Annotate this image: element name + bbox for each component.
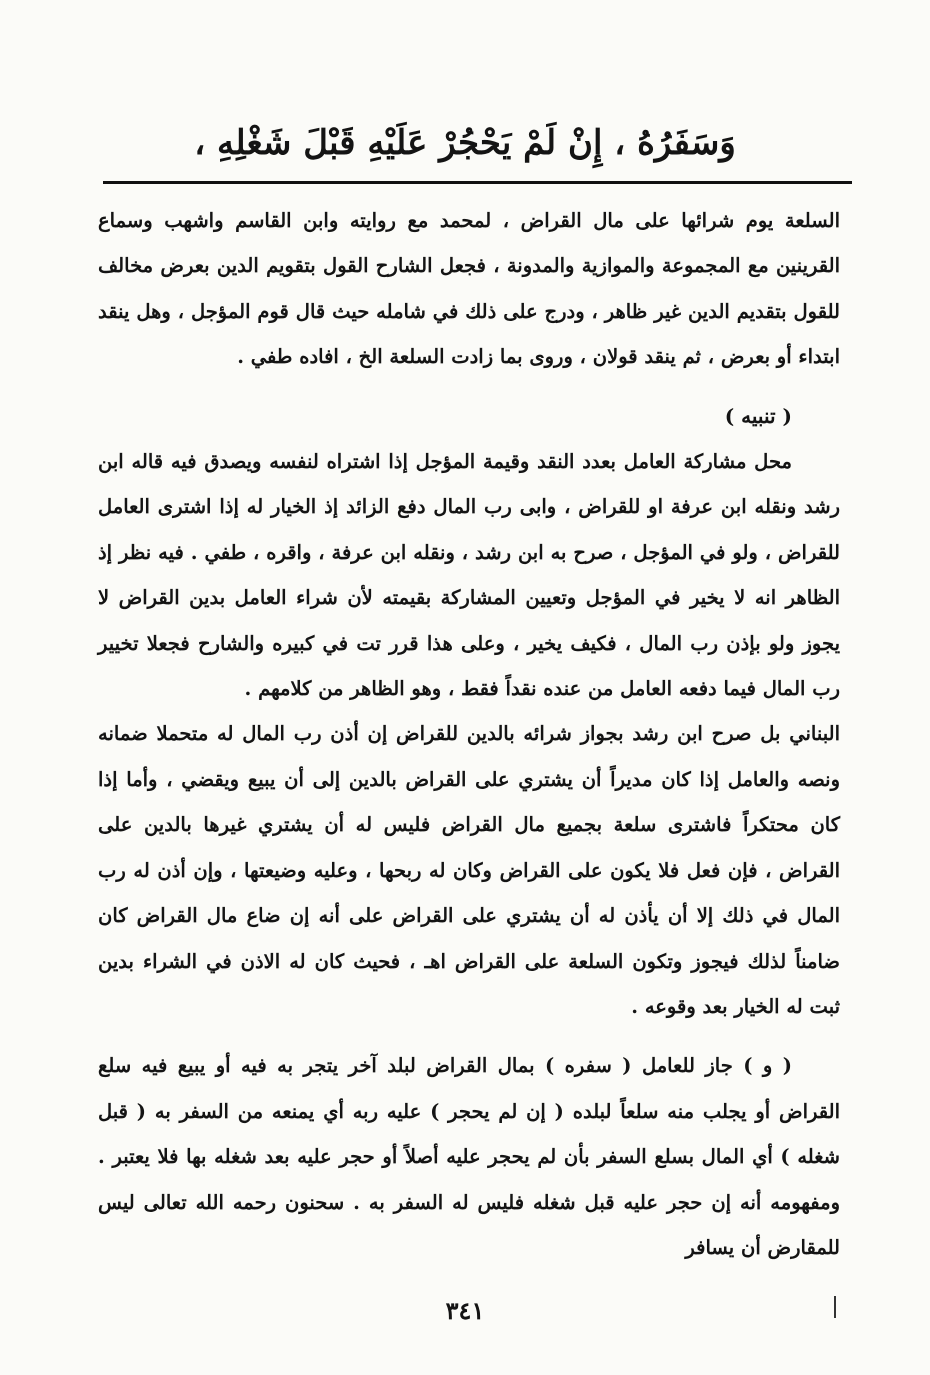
matn-quote: وَسَفَرُهُ ، إِنْ لَمْ يَحْجُرْ عَلَيْهِ قَبْلَ شَغْلِهِ ، <box>194 123 736 163</box>
separator-rule <box>103 181 852 184</box>
paragraph-1: السلعة يوم شرائها على مال القراض ، لمحمد مع روايته وابن القاسم واشهب وسماع القرينين مع المجموعة والموازية والمدونة ، فجعل الشارح القول بتقويم الدين بعرض مخالف للقول بتقديم الدين غير ظاهر ، ودرج على ذلك في شامله حيث قال قوم المؤجل ، وهل ينقد ابتداء أو بعرض ، ثم ينقد قولان ، وروى بما زادت السلعة الخ ، افاده طفي . <box>98 209 840 369</box>
paragraph-2: محل مشاركة العامل بعدد النقد وقيمة المؤجل إذا اشتراه لنفسه ويصدق فيه قاله ابن رشد ونقله ابن عرفة او للقراض ، وابى رب المال دفع الزائد إذ الخيار له إذا اشترى العامل للقراض ، ولو في المؤجل ، صرح به ابن رشد ، ونقله ابن عرفة ، واقره ، طفي . فيه نظر إذ الظاهر انه لا يخير في المؤجل وتعيين المشاركة بقيمته لأن شراء العامل بدين القراض لا يجوز ولو بإذن رب المال ، فكيف يخير ، وعلى هذا قرر تت في كبيره والشارح فجعلا تخيير رب المال فيما دفعه العامل من عنده نقداً فقط ، وهو الظاهر من كلامهم . <box>98 450 840 701</box>
paragraph-3: البناني بل صرح ابن رشد بجواز شرائه بالدين للقراض إن أذن رب المال له متحملا ضمانه ونصه والعامل إذا كان مديراً أن يشتري على القراض بالدين إلى أن يبيع ويقضي ، وأما إذا كان محتكراً فاشترى سلعة بجميع مال القراض فليس له أن يشتري غيرها بالدين على القراض ، فإن فعل فلا يكون على القراض وكان له ربحها ، وعليه وضيعتها ، وإن أذن له رب المال في ذلك إلا أن يأذن له أن يشتري على القراض على أنه إن ضاع مال القراض كان ضامناً لذلك فيجوز وتكون السلعة على القراض اهـ ، فحيث كان له الاذن في الشراء بدين ثبت له الخيار بعد وقوعه . <box>98 722 840 1018</box>
commentary-text <box>98 198 840 1270</box>
page-number: ٣٤١ <box>445 1296 485 1325</box>
paragraph-4: ( و ) جاز للعامل ( سفره ) بمال القراض لبلد آخر يتجر به فيه أو يبيع فيه سلع القراض أو يجلب منه سلعاً لبلده ( إن لم يحجر ) عليه ربه أي يمنعه من السفر به ( قبل شغله ) أي المال بسلع السفر بأن لم يحجر عليه أصلاً أو حجر عليه بعد شغله بها فلا يعتبر . ومفهومه أنه إن حجر عليه قبل شغله فليس له السفر به . سحنون رحمه الله تعالى ليس للمقارض أن يسافر <box>98 1054 840 1259</box>
section-heading-tanbih: ( تنبيه ) <box>724 403 792 428</box>
scan-mark <box>834 1296 836 1318</box>
